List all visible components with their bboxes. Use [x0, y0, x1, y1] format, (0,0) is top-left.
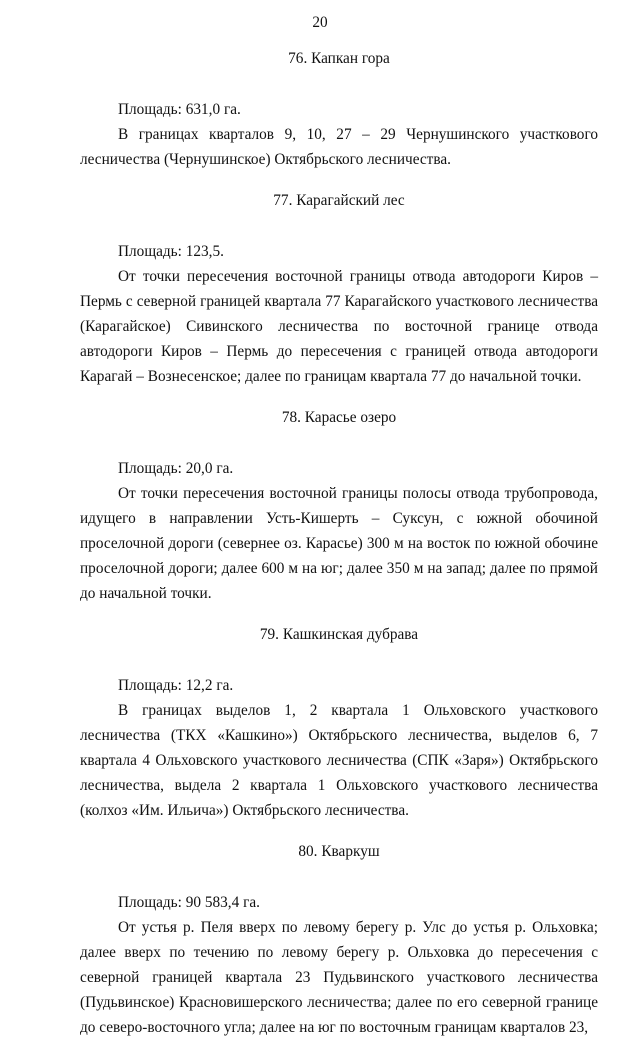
section-description: От точки пересечения восточной границы отвода автодороги Киров – Пермь с северной границей квартала 77 Карагайского участкового лесничества (Карагайское) Сивинского лесничества по восточной границе отвода автодороги Киров – Пермь до пересечения с границей отвода автодороги Карагай – Вознесенское; далее по границам квартала 77 до начальной точки.: [80, 268, 598, 385]
section-area: Площадь: 20,0 га.: [118, 460, 234, 477]
section-78-karasie-ozero: [80, 405, 598, 606]
document-body: [80, 38, 598, 1056]
section-description: От устья р. Пеля вверх по левому берегу р. Улс до устья р. Ольховка; далее вверх по течению по левому берегу р. Ольховка до пересечения с северной границей квартала 23 Пудьвинского участкового лесничества (Пудьвинское) Красновишерского лесничества; далее по его северной границе до северо-восточного угла; далее на юг по восточным границам кварталов 23,: [80, 919, 598, 1036]
section-title: 76. Капкан гора: [288, 50, 390, 67]
section-description: В границах кварталов 9, 10, 27 – 29 Чернушинского участкового лесничества (Чернушинское) Октябрьского лесничества.: [80, 126, 598, 168]
section-title: 79. Кашкинская дубрава: [259, 626, 419, 643]
section-title: 78. Карасье озеро: [281, 409, 397, 426]
section-80-kvarkush: [80, 839, 598, 1040]
section-76-kapkan-gora: [80, 46, 598, 172]
section-description: От точки пересечения восточной границы полосы отвода трубопровода, идущего в направлении Усть-Кишерть – Суксун, с южной обочиной проселочной дороги (севернее оз. Карасье) 300 м на восток по южной обочине проселочной дороги; далее 600 м на юг; далее 350 м на запад; далее по прямой до начальной точки.: [80, 485, 598, 602]
section-title: 80. Кваркуш: [298, 843, 380, 860]
section-area: Площадь: 90 583,4 га.: [118, 894, 260, 911]
section-title: 77. Карагайский лес: [273, 192, 405, 209]
section-area: Площадь: 123,5.: [118, 243, 224, 260]
section-description: В границах выделов 1, 2 квартала 1 Ольховского участкового лесничества (ТКХ «Кашкино») Октябрьского лесничества, выделов 6, 7 квартала 4 Ольховского участкового лесничества (СПК «Заря») Октябрьского лесничества, выдела 2 квартала 1 Ольховского участкового лесничества (колхоз «Им. Ильича») Октябрьского лесничества.: [80, 702, 598, 819]
section-area: Площадь: 631,0 га.: [118, 101, 241, 118]
section-area: Площадь: 12,2 га.: [118, 677, 234, 694]
section-77-karagaiskii-les: [80, 188, 598, 389]
section-79-kashkinskaya-dubrava: [80, 622, 598, 823]
page-number: 20: [312, 14, 328, 31]
